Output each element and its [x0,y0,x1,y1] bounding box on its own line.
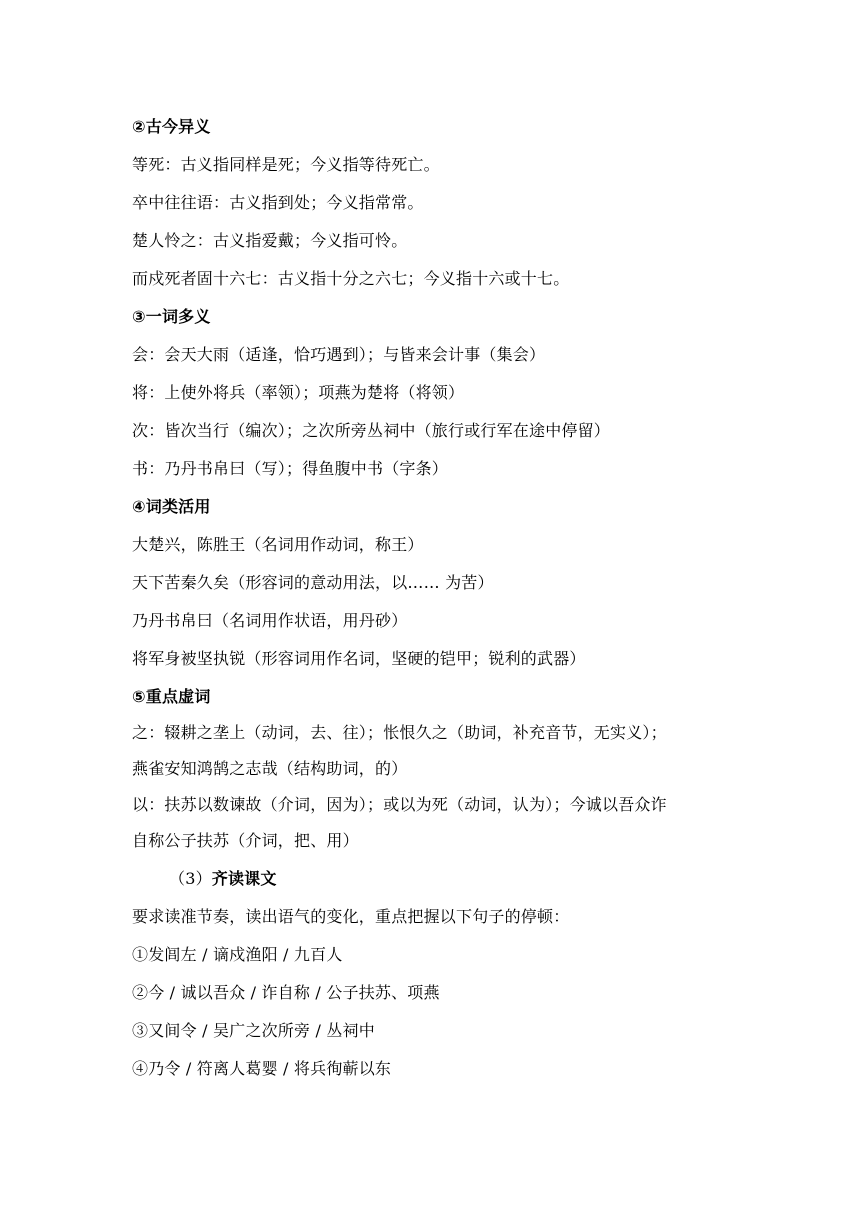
text-line: 次：皆次当行（编次）；之次所旁丛祠中（旅行或行军在途中停留） [132,421,611,440]
text-line: 而戍死者固十六七：古义指十分之六七；今义指十六或十七。 [132,269,570,288]
text-line: 大楚兴，陈胜王（名词用作动词，称王） [132,535,424,554]
text-line: 楚人怜之：古义指爱戴；今义指可怜。 [132,231,408,250]
section-heading-ancient-modern-meaning: ②古今异义 [132,117,211,136]
section-heading-function-words: ⑤重点虚词 [132,687,211,706]
reading-number: （3） [169,869,212,888]
document-content [132,108,752,1088]
reading-line: ①发闾左 / 谪戍渔阳 / 九百人 [132,945,343,964]
reading-line: ②今 / 诚以吾众 / 诈自称 / 公子扶苏、项燕 [132,983,440,1002]
text-line: 以：扶苏以数谏故（介词，因为）；或以为死（动词，认为）；今诚以吾众诈 [132,795,667,814]
reading-title: 齐读课文 [211,869,277,888]
text-line: 将军身被坚执锐（形容词用作名词，坚硬的铠甲；锐利的武器） [132,649,586,668]
section-heading-word-class-usage: ④词类活用 [132,497,211,516]
text-line: 乃丹书帛曰（名词用作状语，用丹砂） [132,611,408,630]
reading-intro: 要求读准节奏，读出语气的变化，重点把握以下句子的停顿： [132,907,570,926]
text-line: 之：辍耕之垄上（动词，去、往）；怅恨久之（助词，补充音节，无实义）； [132,723,667,742]
reading-heading [132,860,752,898]
text-line: 将：上使外将兵（率领）；项燕为楚将（将领） [132,383,465,402]
section-heading-polysemy: ③一词多义 [132,307,211,326]
text-line: 天下苦秦久矣（形容词的意动用法，以…… 为苦） [132,573,494,592]
text-line: 会：会天大雨（适逢，恰巧遇到）；与皆来会计事（集会） [132,345,546,364]
text-line: 自称公子扶苏（介词，把、用） [132,831,359,850]
reading-line: ③又间令 / 吴广之次所旁 / 丛祠中 [132,1021,375,1040]
reading-line: ④乃令 / 符离人葛婴 / 将兵徇蕲以东 [132,1059,392,1078]
text-line: 书：乃丹书帛曰（写）；得鱼腹中书（字条） [132,459,449,478]
text-line: 卒中往往语：古义指到处；今义指常常。 [132,193,424,212]
text-line: 等死：古义指同样是死；今义指等待死亡。 [132,155,440,174]
text-line: 燕雀安知鸿鹄之志哉（结构助词，的） [132,759,408,778]
